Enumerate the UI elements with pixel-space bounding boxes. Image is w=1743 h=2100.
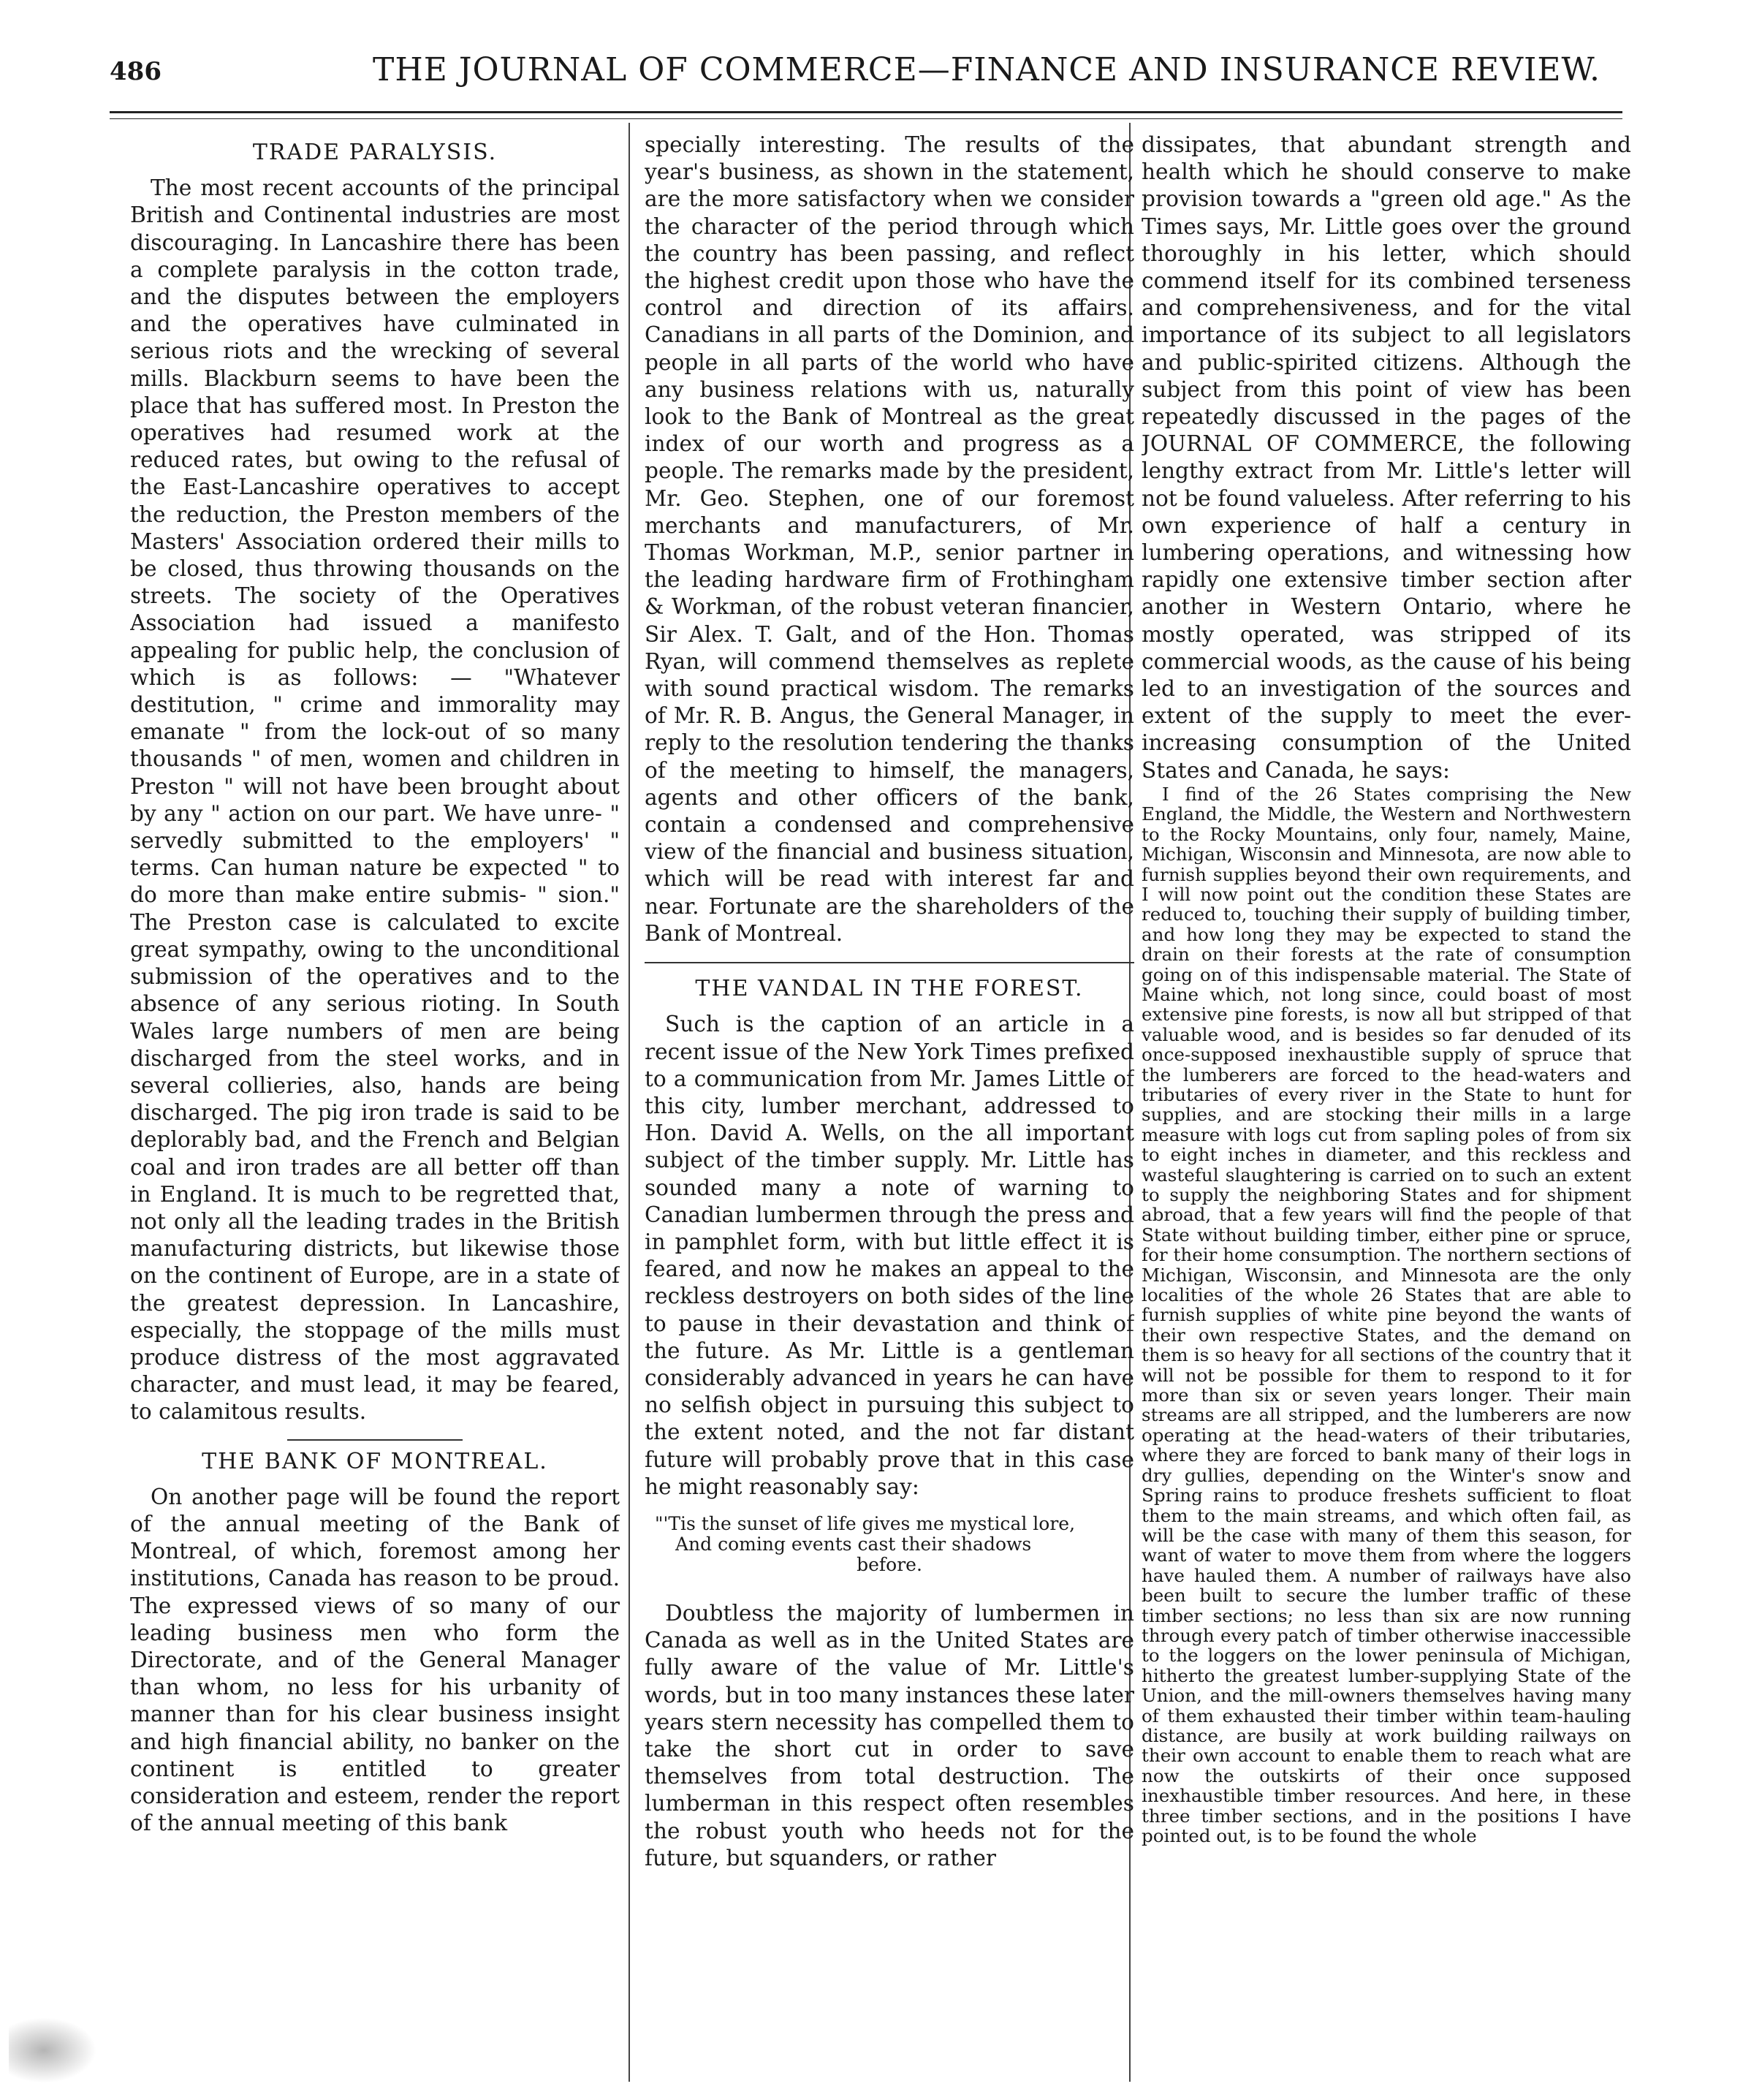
bank-of-montreal-body-2: specially interesting. The results of the year's business, as shown in the statement, are the more satisfactory when we consider the character of the period through which the country has been passing, and reflect the highest credit upon those who have the control and direction of its affairs. Canadians in all parts of the Dominion, and people in all parts of the world who have any business relations with us, naturally look to the Bank of Montreal as the great index of our worth and progress as a people. The remarks made by the president, Mr. Geo. Stephen, one of our foremost merchants and manufacturers, of Mr. Thomas Workman, M.P., senior partner in the leading hardware firm of Frothingham & Workman, of the robust veteran financier, Sir Alex. T. Galt, and of the Hon. Thomas Ryan, will commend themselves as replete with sound practical wisdom. The remarks of Mr. R. B. Angus, the General Manager, in reply to the resolution tendering the thanks of the meeting to himself, the managers, agents and other officers of the bank, contain a condensed and comprehensive view of the financial and business situation, which will be read with interest far and near. Fortunate are the shareholders of the Bank of Montreal.	[645, 132, 1134, 946]
bank-of-montreal-body-1: On another page will be found the report of the annual meeting of the Bank of Montreal, of which, foremost among her institutions, Canada has reason to be proud. The expressed views of so many of our leading business men who form the Directorate, and of the General Manager than whom, no less for his urbanity of manner than for his clear business insight and high financial ability, no banker on the continent is entitled to greater consideration and esteem, render the report of the annual meeting of this bank	[130, 1484, 620, 1836]
poem-line-2: And coming events cast their shadows	[675, 1533, 1032, 1555]
vandal-heading: THE VANDAL IN THE FOREST.	[695, 976, 1084, 1002]
trade-paralysis-body: The most recent accounts of the principal British and Continental industries are most discouraging. In Lancashire there has been a complete paralysis in the cotton trade, and the disputes between the employers and the operatives have culminated in serious riots and the wrecking of several mills. Blackburn seems to have been the place that has suffered most. In Preston the operatives had resumed work at the reduced rates, but owing to the refusal of the East-Lancashire operatives to accept the reduction, the Preston members of the Masters' Association ordered their mills to be closed, thus throwing thousands on the streets. The society of the Operatives Association had issued a manifesto appealing for public help, the conclusion of which is as follows: — "Whatever destitution, " crime and immorality may emanate " from the lock-out of so many thousands " of men, women and children in Preston " will not have been brought about by any " action on our part. We have unre- " servedly submitted to the employers' " terms. Can human nature be expected " to do more than make entire submis- " sion." The Preston case is calculated to excite great sympathy, owing to the unconditional submission of the operatives and to the absence of any serious rioting. In South Wales large numbers of men are being discharged from the steel works, and in several collieries, also, hands are being discharged. The pig iron trade is said to be deplorably bad, and the French and Belgian coal and iron trades are all better off than in England. It is much to be regretted that, not only all the leading trades in the British manufacturing districts, but likewise those on the continent of Europe, are in a state of the greatest depression. In Lancashire, especially, the stoppage of the mills must produce distress of the most aggravated character, and must lead, it may be feared, to calamitous results.	[130, 175, 620, 1425]
column-1	[130, 132, 620, 2076]
article-divider	[287, 1439, 463, 1441]
masthead	[110, 51, 1622, 102]
trade-paralysis-heading: TRADE PARALYSIS.	[252, 140, 498, 165]
vandal-body-3: dissipates, that abundant strength and health which he should conserve to make provision towards a "green old age." As the Times says, Mr. Little goes over the ground thoroughly in his letter, which should commend itself for its combined terseness and comprehensiveness, and for the vital importance of its subject to all legislators and public-spirited citizens. Although the subject from this point of view has been repeatedly discussed in the pages of the JOURNAL OF COMMERCE, the following lengthy extract from Mr. Little's letter will not be found valueless. After referring to his own experience of half a century in lumbering operations, and witnessing how rapidly one extensive timber section after another in Western Ontario, where he mostly operated, was stripped of its commercial woods, as the cause of his being led to an investigation of the sources and extent of the supply to meet the ever-increasing consumption of the United States and Canada, he says:	[1142, 132, 1631, 783]
little-letter-extract: I find of the 26 States comprising the New England, the Middle, the Western and Northwestern to the Rocky Mountains, only four, namely, Maine, Michigan, Wisconsin and Minnesota, are now able to furnish supplies beyond their own requirements, and I will now point out the condition these States are reduced to, touching their supply of building timber, and how long they may be expected to stand the drain on their forests at the rate of consumption going on of this indispensable material. The State of Maine which, not long since, could boast of most extensive pine forests, is now all but stripped of that valuable wood, and is besides so far denuded of its once-supposed inexhaustible supply of spruce that the lumberers are forced to the head-waters and tributaries of every river in the State to hunt for supplies, and are stocking their mills in a large measure with logs cut from sapling poles of from six to eight inches in diameter, and this reckless and wasteful slaughtering is carried on to such an extent to supply the neighboring States and for shipment abroad, that a few years will find the people of that State without building timber, either pine or spruce, for their home consumption. The northern sections of Michigan, Wisconsin, and Minnesota are the only localities of the whole 26 States that are able to furnish supplies of white pine beyond the wants of their own respective States, and the demand on them is so heavy for all sections of the country that it will not be possible for them to respond to it for more than six or seven years longer. Their main streams are all stripped, and the lumberers are now operating at the head-waters of their tributaries, where they are forced to bank many of their logs in dry gullies, depending on the Winter's snow and Spring rains to produce freshets sufficient to float them to the main streams, and which often fail, as will be the case with many of them this season, for want of water to move them from where the loggers have hauled them. A number of railways have also been built to secure the lumber traffic of these timber sections; no less than six are now running through every patch of timber otherwise inaccessible to the loggers on the lower peninsula of Michigan, hitherto the greatest lumber-supplying State of the Union, and the mill-owners themselves having many of them exhausted their timber within team-hauling distance, are busily at work building railways on their own account to enable them to reach what are now the outskirts of their once supposed inexhaustible timber resources. And here, in these three timber sections, and in the positions I have pointed out, is to be found the whole	[1142, 783, 1631, 1846]
column-2	[645, 132, 1134, 2076]
bank-of-montreal-heading: THE BANK OF MONTREAL.	[202, 1448, 548, 1474]
vandal-body-1: Such is the caption of an article in a recent issue of the New York Times prefixed to a communication from Mr. James Little of this city, lumber merchant, addressed to Hon. David A. Wells, on the all important subject of the timber supply. Mr. Little has sounded many a note of warning to Canadian lumbermen through the press and in pamphlet form, with but little effect it is feared, and now he makes an appeal to the reckless destroyers on both sides of the line to pause in their devastation and think of the future. As Mr. Little is a gentleman considerably advanced in years he can have no selfish object in pursuing this subject to the extent noted, and the not far distant future will probably prove that in this case he might reasonably say:	[645, 1012, 1134, 1499]
poem-quote	[655, 1514, 1124, 1575]
header-rule-thin	[110, 118, 1622, 119]
column-divider	[629, 123, 630, 2082]
page-number: 486	[110, 57, 162, 86]
poem-line-3: before.	[857, 1553, 922, 1575]
poem-line-1: "'Tis the sunset of life gives me mystical lore,	[655, 1512, 1076, 1534]
header-rule	[110, 111, 1622, 113]
running-title: THE JOURNAL OF COMMERCE—FINANCE AND INSURANCE REVIEW.	[373, 51, 1601, 88]
paper-stain	[9, 2017, 96, 2083]
vandal-body-2: Doubtless the majority of lumbermen in Canada as well as in the United States are fully aware of the value of Mr. Little's words, but in too many instances these later years stern necessity has compelled them to take the short cut in order to save themselves from total destruction. The lumberman in this respect often resembles the robust youth who heeds not for the future, but squanders, or rather	[645, 1600, 1134, 1870]
column-3	[1142, 132, 1631, 2076]
article-divider	[645, 962, 1134, 963]
